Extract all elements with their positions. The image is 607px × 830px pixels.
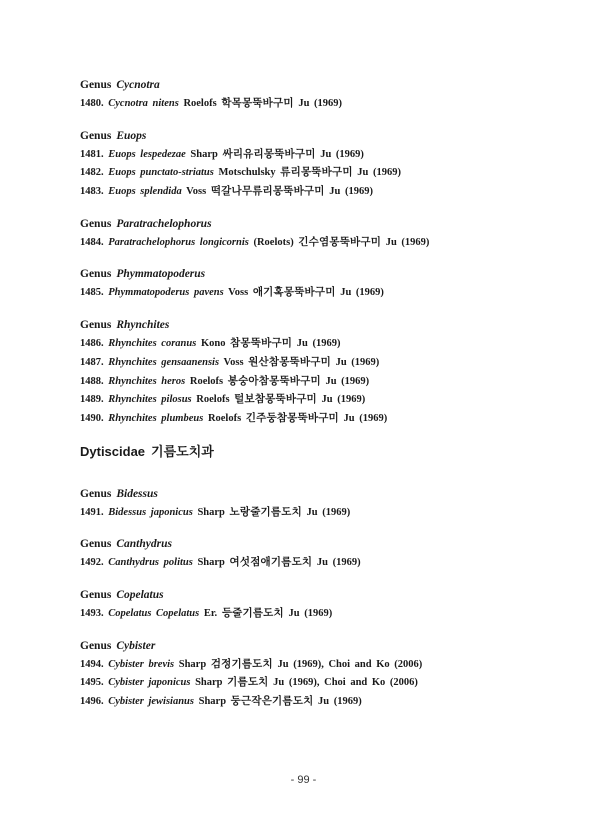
entry-number: 1490. — [80, 412, 104, 424]
genus-heading — [80, 535, 577, 553]
reference: Ju (1969) — [335, 356, 380, 368]
scientific-name: Cybister jewisianus — [108, 696, 194, 707]
reference: Ju (1969) — [321, 394, 366, 406]
entry-number: 1495. — [80, 677, 104, 689]
family-name: Dytiscidae — [80, 443, 146, 459]
korean-name: 긴수염몽뚝바구미 — [298, 235, 382, 248]
korean-name: 봉숭아참몽뚝바구미 — [227, 374, 321, 387]
korean-name: 노랑줄기름도치 — [229, 505, 302, 518]
entry-number: 1480. — [80, 98, 104, 109]
genus-block — [80, 586, 577, 623]
korean-name: 둥근작은기름도치 — [230, 695, 314, 707]
entry-number: 1481. — [80, 148, 104, 160]
genus-heading — [80, 586, 577, 604]
reference: Ju (1969) — [318, 696, 362, 707]
korean-name: 등줄기름도치 — [221, 606, 284, 619]
author-name: Roelofs — [189, 375, 224, 387]
entry-number: 1496. — [80, 696, 104, 707]
reference: Ju (1969) — [298, 98, 343, 109]
reference: Ju (1969) — [296, 338, 341, 350]
genus-block — [80, 265, 577, 302]
scientific-name: Canthydrus politus — [108, 557, 193, 569]
reference: Ju (1969) — [320, 148, 364, 160]
reference: Ju (1969) — [385, 236, 430, 248]
genus-block — [80, 637, 577, 711]
species-entry — [80, 283, 577, 302]
scientific-name: Euops punctato-striatus — [108, 167, 214, 179]
author-name: Sharp — [178, 658, 207, 670]
species-entry — [80, 655, 577, 674]
species-entry — [80, 334, 577, 353]
genus-name: Bidessus — [116, 487, 158, 500]
scientific-name: Copelatus Copelatus — [108, 607, 200, 619]
scientific-name: Bidessus japonicus — [108, 506, 193, 518]
genus-label: Genus — [80, 79, 112, 91]
genus-heading — [80, 215, 577, 233]
korean-name: 검정기름도치 — [210, 657, 273, 670]
entry-number: 1487. — [80, 356, 104, 368]
genus-name: Cycnotra — [116, 79, 160, 91]
species-entry — [80, 182, 577, 201]
document-page — [80, 76, 577, 725]
species-entry — [80, 233, 577, 252]
reference: Ju (1969) — [357, 167, 402, 179]
scientific-name: Euops splendida — [108, 186, 182, 198]
korean-name: 떡갈나무류리몽뚝바구미 — [210, 185, 325, 198]
species-entry — [80, 692, 577, 711]
author-name: Roelofs — [207, 412, 242, 424]
genus-block — [80, 316, 577, 427]
author-name: Roelofs — [183, 98, 217, 109]
entry-number: 1494. — [80, 658, 104, 670]
author-name: Roelofs — [196, 394, 230, 406]
genus-name: Cybister — [116, 639, 156, 652]
author-name: Sharp — [195, 677, 223, 689]
species-entry — [80, 372, 577, 391]
scientific-name: Rhynchites pilosus — [108, 394, 192, 406]
genus-label: Genus — [80, 538, 112, 551]
species-entry — [80, 553, 577, 572]
genus-label: Genus — [80, 268, 112, 281]
genus-block — [80, 485, 577, 522]
genus-name: Copelatus — [116, 588, 164, 601]
scientific-name: Cybister brevis — [108, 658, 175, 670]
genus-name: Euops — [116, 129, 147, 142]
scientific-name: Rhynchites gensaanensis — [108, 356, 220, 368]
entry-number: 1484. — [80, 236, 104, 248]
genus-heading — [80, 316, 577, 334]
genus-heading — [80, 265, 577, 283]
author-name: Sharp — [197, 506, 225, 518]
species-entry — [80, 145, 577, 164]
genus-label: Genus — [80, 217, 112, 230]
entry-number: 1485. — [80, 287, 104, 299]
reference: Ju (1969) — [329, 186, 373, 198]
species-list-before — [80, 76, 577, 428]
species-entry — [80, 390, 577, 409]
genus-label: Genus — [80, 129, 112, 142]
scientific-name: Rhynchites plumbeus — [108, 412, 204, 424]
author-name: Voss — [228, 287, 249, 299]
genus-heading — [80, 485, 577, 503]
genus-label: Genus — [80, 487, 112, 500]
author-name: (Roelots) — [253, 236, 294, 248]
entry-number: 1489. — [80, 394, 104, 406]
korean-name: 여섯점애기름도치 — [229, 556, 313, 569]
author-name: Voss — [186, 186, 207, 198]
species-entry — [80, 503, 577, 522]
scientific-name: Rhynchites heros — [108, 375, 186, 387]
entry-number: 1492. — [80, 557, 104, 569]
korean-name: 학목몽뚝바구미 — [221, 97, 294, 109]
entry-number: 1482. — [80, 167, 104, 179]
species-entry — [80, 409, 577, 428]
family-korean-name: 기름도치과 — [151, 444, 214, 460]
author-name: Kono — [200, 338, 226, 350]
scientific-name: Rhynchites coranus — [108, 338, 197, 350]
genus-label: Genus — [80, 639, 112, 652]
korean-name: 기름도치 — [227, 676, 269, 689]
scientific-name: Cybister japonicus — [108, 677, 191, 689]
author-name: Motschulsky — [218, 167, 276, 179]
scientific-name: Cycnotra nitens — [108, 98, 179, 109]
genus-block — [80, 76, 577, 113]
genus-name: Canthydrus — [116, 538, 172, 551]
genus-block — [80, 535, 577, 572]
korean-name: 싸리유리몽뚝바구미 — [222, 147, 316, 160]
entry-number: 1483. — [80, 186, 104, 198]
genus-name: Rhynchites — [116, 319, 170, 332]
species-entry — [80, 673, 577, 692]
reference: Ju (1969) — [288, 607, 333, 619]
genus-heading — [80, 637, 577, 655]
species-entry — [80, 353, 577, 372]
korean-name: 애기혹몽뚝바구미 — [252, 286, 336, 299]
genus-heading — [80, 127, 577, 145]
scientific-name: Paratrachelophorus longicornis — [108, 236, 249, 248]
reference: Ju (1969), Choi and Ko (2006) — [277, 658, 423, 670]
reference: Ju (1969) — [340, 287, 384, 299]
entry-number: 1491. — [80, 506, 104, 518]
reference: Ju (1969) — [343, 412, 388, 424]
author-name: Sharp — [197, 557, 225, 569]
author-name: Sharp — [190, 148, 218, 160]
entry-number: 1486. — [80, 338, 104, 350]
scientific-name: Euops lespedezae — [108, 148, 186, 160]
page-number: - 99 - — [290, 774, 317, 786]
scientific-name: Phymmatopoderus pavens — [108, 287, 224, 299]
entry-number: 1488. — [80, 375, 104, 387]
family-heading — [80, 442, 577, 463]
korean-name: 털보참몽뚝바구미 — [234, 393, 317, 406]
genus-heading — [80, 76, 577, 94]
korean-name: 류리몽뚝바구미 — [280, 166, 353, 179]
reference: Ju (1969) — [316, 557, 361, 569]
genus-label: Genus — [80, 319, 112, 332]
genus-block — [80, 127, 577, 201]
author-name: Er. — [203, 607, 218, 619]
genus-name: Phymmatopoderus — [116, 268, 206, 281]
reference: Ju (1969), Choi and Ko (2006) — [273, 677, 418, 689]
korean-name: 긴주둥참몽뚝바구미 — [245, 411, 339, 424]
reference: Ju (1969) — [325, 375, 370, 387]
entry-number: 1493. — [80, 607, 104, 619]
reference: Ju (1969) — [306, 506, 351, 518]
genus-name: Paratrachelophorus — [116, 217, 212, 230]
author-name: Sharp — [198, 696, 227, 707]
korean-name: 원산참몽뚝바구미 — [248, 355, 331, 368]
author-name: Voss — [223, 356, 244, 368]
species-entry — [80, 94, 577, 113]
species-entry — [80, 163, 577, 182]
genus-block — [80, 215, 577, 252]
species-entry — [80, 604, 577, 623]
korean-name: 참몽뚝바구미 — [230, 337, 293, 350]
species-list-after — [80, 485, 577, 711]
genus-label: Genus — [80, 588, 112, 601]
